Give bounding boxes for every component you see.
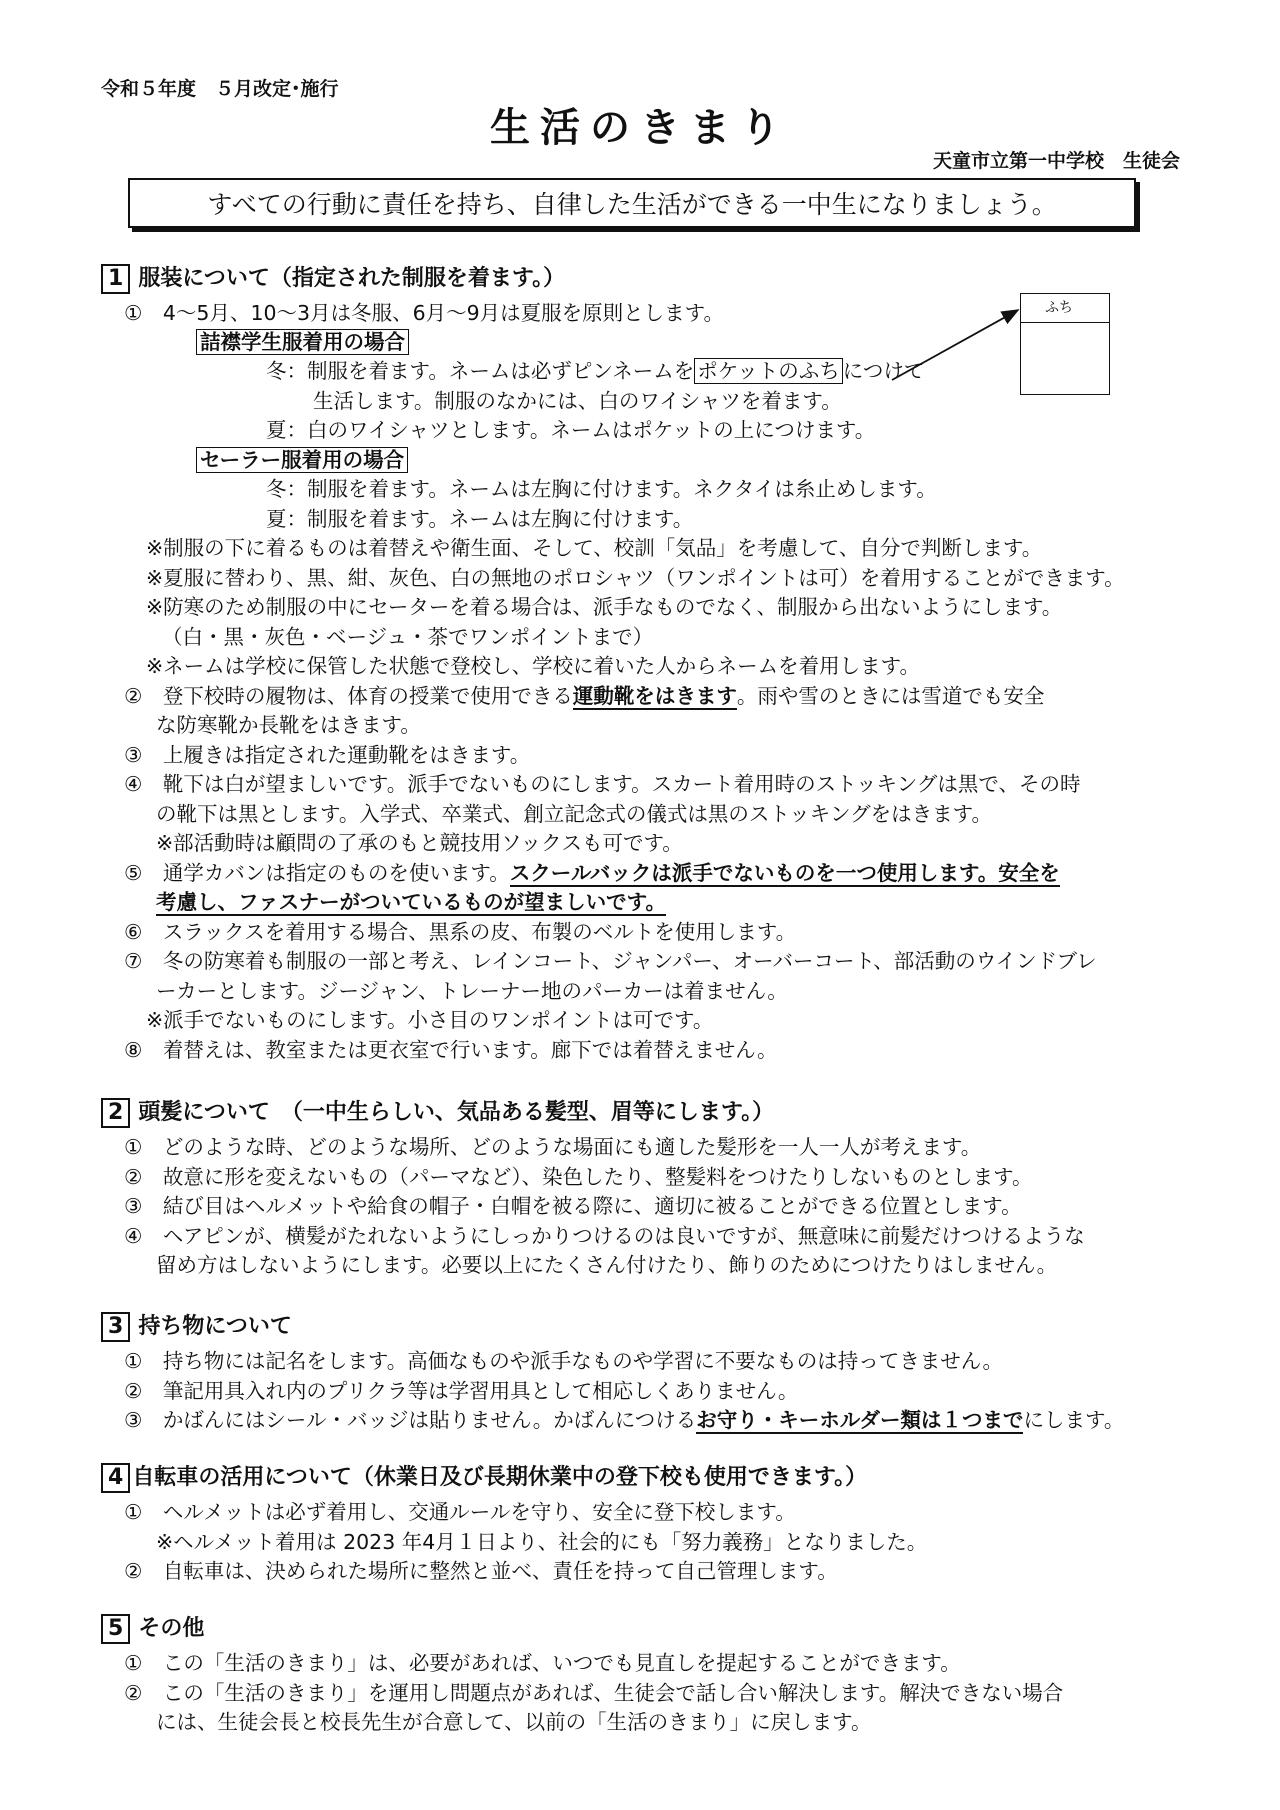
note: ※ネームは学校に保管した状態で登校し、学校に着いた人からネームを着用します。 xyxy=(146,654,921,678)
list-item: ⑥ スラックスを着用する場合、黒系の皮、布製のベルトを使用します。 xyxy=(124,920,797,944)
list-item: 冬：制服を着ます。ネームは左胸に付けます。ネクタイは糸止めします。 xyxy=(266,477,937,501)
section-number: 4 xyxy=(101,1463,130,1493)
list-item: ④ ヘアピンが、横髪がたれないようにしっかりつけるのは良いですが、無意味に前髪だけつけるような xyxy=(124,1224,1085,1248)
note: ※防寒のため制服の中にセーターを着る場合は、派手なものでなく、制服から出ないようにします。 xyxy=(146,595,1063,619)
list-item: ② この「生活のきまり」を運用し問題点があれば、生徒会で話し合い解決します。解決できない場合 xyxy=(124,1681,1064,1705)
section-number: 1 xyxy=(101,264,130,294)
list-item: ② 自転車は、決められた場所に整然と並べ、責任を持って自己管理します。 xyxy=(124,1559,838,1583)
list-item: な防寒靴か長靴をはきます。 xyxy=(156,713,421,737)
note: ※部活動時は顧問の了承のもと競技用ソックスも可です。 xyxy=(156,831,683,855)
list-item: ① 持ち物には記名をします。高価なものや派手なものや学習に不要なものは持ってきません。 xyxy=(124,1349,1003,1373)
section-3-heading xyxy=(101,1309,292,1342)
section-1-heading xyxy=(101,261,565,294)
section-4-heading xyxy=(101,1460,867,1493)
list-item: ⑦ 冬の防寒着も制服の一部と考え、レインコート、ジャンパー、オーバーコート、部活動のウインドブレ xyxy=(124,949,1097,973)
list-item: ② 筆記用具入れ内のプリクラ等は学習用具として相応しくありません。 xyxy=(124,1379,799,1403)
note: ※派手でないものにします。小さ目のワンポイントは可です。 xyxy=(146,1008,714,1032)
subheading-sailor: セーラー服着用の場合 xyxy=(196,443,408,473)
list-item: の靴下は黒とします。入学式、卒業式、創立記念式の儀式は黒のストッキングをはきます。 xyxy=(156,802,992,826)
list-item: 夏：制服を着ます。ネームは左胸に付けます。 xyxy=(266,507,694,531)
section-title: その他 xyxy=(138,1616,205,1641)
list-item: ⑤ 通学カバンは指定のものを使います。スクールバックは派手でないものを一つ使用します。安全を xyxy=(124,861,1060,885)
section-2-heading xyxy=(101,1095,774,1128)
note: ※制服の下に着るものは着替えや衛生面、そして、校訓「気品」を考慮して、自分で判断します。 xyxy=(146,536,1043,560)
organization-name: 天童市立第一中学校 生徒会 xyxy=(932,150,1180,172)
section-number: 2 xyxy=(101,1098,130,1128)
section-title: 服装について（指定された制服を着ます。） xyxy=(138,266,566,291)
note: （白・黒・灰色・ベージュ・茶でワンポイントまで） xyxy=(162,625,654,649)
list-item: ① どのような時、どのような場所、どのような場面にも適した髪形を一人一人が考えます。 xyxy=(124,1135,982,1159)
section-5-heading xyxy=(101,1611,204,1644)
pocket-edge-label: ふち xyxy=(1021,294,1109,323)
page-title: 生活のきまり xyxy=(490,105,790,151)
list-item: 考慮し、ファスナーがついているものが望ましいです。 xyxy=(156,890,667,914)
list-item: ③ かばんにはシール・バッジは貼りません。かばんにつけるお守り・キーホルダー類は１つまでにします。 xyxy=(124,1408,1125,1432)
list-item: ① 4～5月、10～3月は冬服、6月～9月は夏服を原則とします。 xyxy=(124,301,725,325)
section-number: 5 xyxy=(101,1614,130,1644)
list-item: 生活します。制服のなかには、白のワイシャツを着ます。 xyxy=(313,389,842,413)
list-item: ーカーとします。ジージャン、トレーナー地のパーカーは着ません。 xyxy=(156,979,788,1003)
list-item: ③ 上履きは指定された運動靴をはきます。 xyxy=(124,743,531,767)
list-item: ② 登下校時の履物は、体育の授業で使用できる運動靴をはきます。雨や雪のときには雪道でも安全 xyxy=(124,684,1045,708)
subheading-gakuran: 詰襟学生服着用の場合 xyxy=(196,325,409,355)
list-item: ② 故意に形を変えないもの（パーマなど）、染色したり、整髪料をつけたりしないものとします。 xyxy=(124,1165,1033,1189)
list-item: 冬：制服を着ます。ネームは必ずピンネームを ポケットのふち につけて xyxy=(266,359,925,383)
list-item: ① この「生活のきまり」は、必要があれば、いつでも見直しを提起することができます。 xyxy=(124,1651,961,1675)
list-item: ④ 靴下は白が望ましいです。派手でないものにします。スカート着用時のストッキングは黒で、その時 xyxy=(124,772,1081,796)
list-item: ③ 結び目はヘルメットや給食の帽子・白帽を被る際に、適切に被ることができる位置とします。 xyxy=(124,1194,1022,1218)
list-item: ① ヘルメットは必ず着用し、交通ルールを守り、安全に登下校します。 xyxy=(124,1500,796,1524)
note: ※夏服に替わり、黒、紺、灰色、白の無地のポロシャツ（ワンポイントは可）を着用することができます。 xyxy=(146,566,1125,590)
section-title: 自転車の活用について（休業日及び長期休業中の登下校も使用できます。） xyxy=(132,1465,868,1490)
section-title: 持ち物について xyxy=(138,1314,292,1339)
list-item: ⑧ 着替えは、教室または更衣室で行います。廊下では着替えません。 xyxy=(124,1038,778,1062)
list-item: 夏：白のワイシャツとします。ネームはポケットの上につけます。 xyxy=(266,418,876,442)
section-title: 頭髪について （一中生らしい、気品ある髪型、眉等にします。） xyxy=(138,1100,775,1125)
motto-text: すべての行動に責任を持ち、自律した生活ができる一中生になりましょう。 xyxy=(207,190,1057,219)
list-item: 留め方はしないようにします。必要以上にたくさん付けたり、飾りのためにつけたりはしません。 xyxy=(156,1253,1058,1277)
list-item: には、生徒会長と校長先生が合意して、以前の「生活のきまり」に戻します。 xyxy=(156,1710,872,1734)
revision-note: 令和５年度 ５月改定･施行 xyxy=(101,78,339,100)
section-number: 3 xyxy=(101,1312,130,1342)
pocket-edge-callout: ポケットのふち xyxy=(694,358,842,384)
note: ※ヘルメット着用は 2023 年4月１日より、社会的にも「努力義務」となりました。 xyxy=(156,1530,928,1554)
